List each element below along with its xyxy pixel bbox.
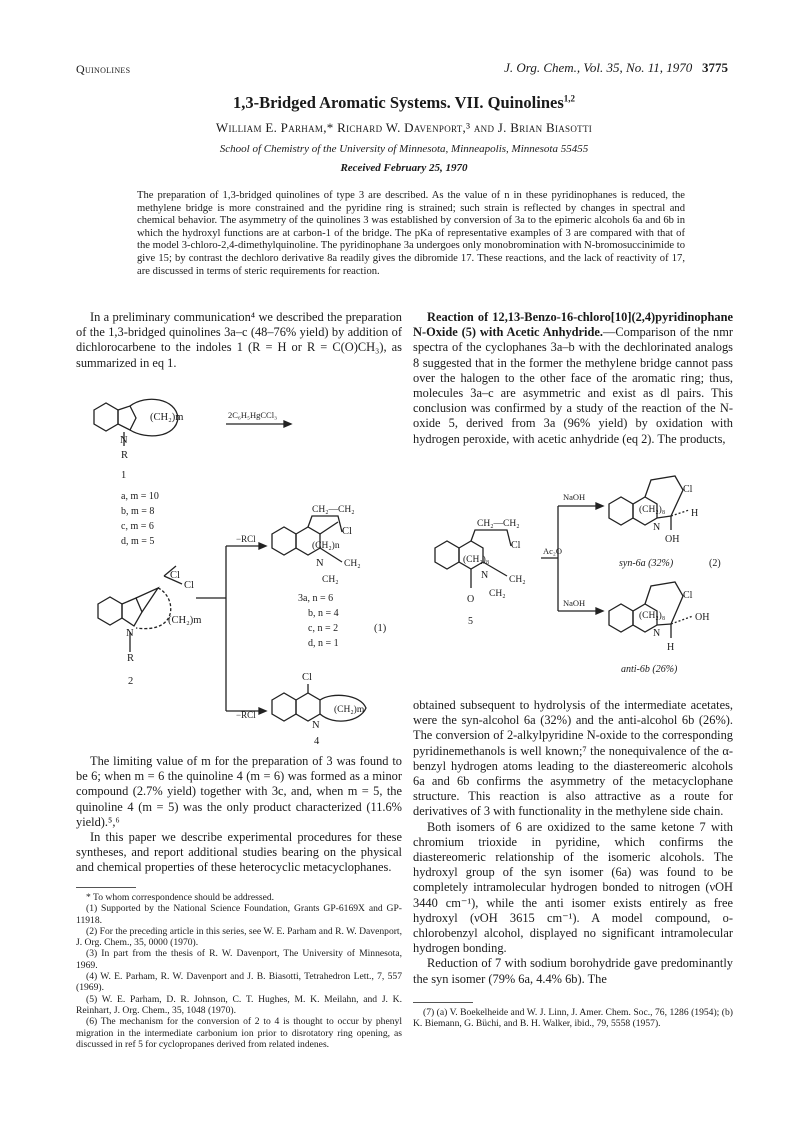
compound-label-1: 1 [121, 470, 127, 481]
s2-naoh-bottom: NaOH [563, 598, 586, 608]
indole-benzene-ring [94, 403, 118, 431]
received-date: Received February 25, 1970 [340, 162, 468, 174]
footnote-2: (2) For the preceding article in this series, see W. E. Parham and R. W. Davenport, J. Org. Chem., 35, 0000 (1970). [76, 925, 402, 949]
s1-ch2-3a: CH₂ [344, 559, 361, 569]
anti-6b-label: anti-6b (26%) [621, 664, 678, 675]
s2-cl-6b: Cl [683, 590, 693, 601]
s2-bridge-6a: (CH₂)₈ [639, 505, 666, 515]
s2-h-6b: H [667, 642, 675, 653]
s1-n-2: N [126, 628, 134, 639]
s2-n-6b: N [653, 628, 661, 639]
s1-r-2: R [127, 653, 135, 664]
footnote-4: (4) W. E. Parham, R. W. Davenport and J. B. Biasotti, Tetrahedron Lett., 7, 557 (1969). [76, 971, 402, 994]
journal-citation: J. Org. Chem., Vol. 35, No. 11, 1970 [504, 60, 693, 75]
footnote-7: (7) (a) V. Boekelheide and W. J. Linn, J. Amer. Chem. Soc., 76, 1286 (1954); (b) K. Biemann, G. Büchi, and B. H. Walker, ibid., 79, 5558 (1957). [413, 1007, 733, 1030]
series1-b: b, m = 8 [121, 506, 155, 517]
scheme-eq1 [76, 366, 406, 750]
s2-ch2-5b: CH₂ [489, 589, 506, 599]
compound-label-5: 5 [468, 616, 473, 627]
footnotes-right [413, 1007, 733, 1030]
s1-cl-2b: Cl [184, 580, 194, 591]
title-footnote-refs: 1,2 [563, 93, 576, 104]
s2-ac2o: Ac₂O [543, 546, 563, 556]
s1-n-3: N [316, 558, 324, 569]
compound-label-2: 2 [128, 676, 134, 687]
paragraph-hydrolysis: obtained subsequent to hydrolysis of the intermediate acetates, were the syn-alcohol 6a (32%) and the anti-alcohol 6b (26%). The conversion of 2-alkylpyridine N-oxide to the corresponding pyridinemethanols is well known;⁷ the nonequivalence of the α-benzyl hydrogen atoms leading to the diastereomeric alcohols 6a and 6b confirms the asymmetry of the metacyclophane structure. This reaction is also attractive as a route for derivatives of 3 with functionality in the methylene side chain. [413, 698, 733, 819]
series1-c: c, m = 6 [121, 521, 154, 532]
author-list: William E. Parham,* Richard W. Davenport,³ and J. Brian Biasotti [215, 120, 593, 135]
right-body-top [413, 310, 733, 447]
s1-minus-rcl-top: −RCl [236, 534, 256, 544]
s2-bridge-6b: (CH₂)₈ [639, 611, 666, 621]
right-body-bottom [413, 698, 733, 987]
s2-ch2-5a: CH₂ [509, 575, 526, 585]
footnote-5: (5) W. E. Parham, D. R. Johnson, C. T. Hughes, M. K. Meilahn, and J. K. Reinhart, J. Org. Chem., 35, 1048 (1970). [76, 993, 402, 1016]
s1-bridge-label-3: (CH₂)n [312, 541, 340, 551]
series1-d: d, m = 5 [121, 536, 155, 547]
cyclopropane-benzene [98, 597, 122, 625]
s1-minus-rcl-bottom: −RCl [236, 710, 256, 720]
equation-number-1: (1) [374, 623, 387, 634]
syn-6a-label: syn-6a (32%) [619, 558, 674, 569]
page-number: 3775 [702, 60, 728, 75]
paragraph-reduction: Reduction of 7 with sodium borohydride gave predominantly the syn isomer (79% 6a, 4.4% 6b). The [413, 956, 733, 986]
left-body-text [76, 754, 402, 876]
running-head-journal [470, 60, 728, 76]
s1-bridge-label-2: (CH₂)m [168, 615, 202, 626]
s1-cl-2a: Cl [170, 570, 180, 581]
s2-naoh-top: NaOH [563, 492, 586, 502]
s1-ch2-3b: CH₂ [322, 575, 339, 585]
s1-n-4: N [312, 720, 320, 731]
s2-n-5: N [481, 570, 489, 581]
indole-pyrrole-ring [118, 406, 136, 430]
series3-c: c, n = 2 [308, 623, 339, 634]
paragraph-limiting-m: The limiting value of m for the preparation of 3 was found to be 6; when m = 6 the quinoline 4 (m = 6) was formed as a minor compound (2.7% yield) together with 3c, and, when m = 5, the quinoline 4 (m = 5) was the only product characterized (11.6% yield).⁵,⁶ [76, 754, 402, 829]
footnote-rule [76, 887, 136, 888]
compound-label-4: 4 [314, 736, 320, 747]
s1-reagent: 2C₆H₅HgCCl₃ [228, 410, 278, 420]
scheme-eq2 [413, 466, 735, 690]
intro-paragraph: In a preliminary communication⁴ we described the preparation of the 1,3-bridged quinolines 3a–c (48–76% yield) by addition of dichlorocarbene to the indoles 1 (R = H or R = C(O)CH₃), as summarized in eq 1. [76, 310, 402, 370]
s2-n-6a: N [653, 522, 661, 533]
series3-d: d, n = 1 [308, 638, 339, 649]
s1-ch2ch2: CH₂—CH₂ [312, 505, 355, 515]
s2-cl-5: Cl [511, 540, 521, 551]
footnote-3: (3) In part from the thesis of R. W. Davenport, The University of Minnesota, 1969. [76, 948, 402, 971]
equation-number-2: (2) [709, 558, 721, 569]
paragraph-this-paper: In this paper we describe experimental procedures for these syntheses, and report additional studies bearing on the physical and chemical properties of these heterocyclic metacyclophanes. [76, 830, 402, 875]
s2-oh-6a: OH [665, 534, 680, 545]
s1-r-1: R [121, 450, 129, 461]
s2-h-6a: H [691, 508, 699, 519]
s2-bridge-5: (CH₂)₈ [463, 555, 490, 565]
series1-a: a, m = 10 [121, 491, 159, 502]
s1-bridge-label-1: (CH₂)m [150, 412, 184, 423]
series3-b: b, n = 4 [308, 608, 339, 619]
s2-cl-6a: Cl [683, 484, 693, 495]
s1-bridge-label-4: (CH₂)m [334, 705, 365, 715]
s2-oh-6b: OH [695, 612, 710, 623]
footnote-1: (1) Supported by the National Science Foundation, Grants GP-6169X and GP-11918. [76, 903, 402, 926]
footnote-rule-right [413, 1002, 473, 1003]
s2-ch2ch2: CH₂—CH₂ [477, 519, 520, 529]
paragraph-nmr-comparison: —Comparison of the nmr spectra of the cyclophanes 3a–b with the dechlorinated analogs 8 suggested that in the former the methylene bridge cannot pass over the halogen to the other face of the aromatic ring; thus, molecules 3a–c are asymmetric and exist as dl pairs. This conclusion was confirmed by a study of the reaction of the N-oxide 5, derived from 3a (96% yield) by oxidation with hydrogen peroxide, with acetic anhydride (eq 2). The products, [413, 325, 733, 446]
abstract: The preparation of 1,3-bridged quinolines of type 3 are described. As the value of n in these pyridinophanes is reduced, the methylene bridge is more constrained and the pyridine ring is strained; such strain is reflected by changes in spectral and chemical behavior. The asymmetry of the quinolines 3 was established by conversion of 3a to the epimeric alcohols 6a and 6b in which the hydroxyl functions are at carbon-1 of the bridge. The pKa of representative examples of 3 are compared with that of the model 3-chloro-2,4-dimethylquinoline. The pyridinophane 3a undergoes only monobromination with N-bromosuccinimide to give 15; by contrast the dechloro derivative 8a readily gives the dibromide 17. These reactions, and the lack of reactivity of 17, are discussed in terms of steric requirements for reaction. [137, 190, 685, 277]
footnote-star: * To whom correspondence should be addressed. [86, 892, 275, 903]
paragraph-oxidation: Both isomers of 6 are oxidized to the same ketone 7 with chromium trioxide in pyridine, which confirms the diastereomeric relationship of the isomeric alcohols. The hydroxyl group of the syn isomer (6a) was found to be completely intramolecular hydrogen bonded to nitrogen (νOH 3440 cm⁻¹), while the anti isomer exists entirely as free hydroxyl (νOH 3615 cm⁻¹). A model compound, o-chlorobenzyl alcohol, displayed no significant intramolecular hydrogen bonding. [413, 819, 733, 956]
s1-cl-3: Cl [342, 526, 352, 537]
article-title: 1,3-Bridged Aromatic Systems. VII. Quinolines$^{1,2}$ [232, 93, 576, 112]
s1-cl-4: Cl [302, 672, 312, 683]
footnote-6: (6) The mechanism for the conversion of 2 to 4 is thought to occur by phenyl migration in the intermediate carbonium ion prior to disrotatory ring opening, as discussed in ref 5 for cyclopropanes derived from related indenes. [76, 1016, 402, 1050]
section-heading: Reaction of 12,13-Benzo-16-chloro[10](2,4)pyridinophane N-Oxide (5) with Acetic Anhydride. [413, 310, 733, 340]
affiliation: School of Chemistry of the University of Minnesota, Minneapolis, Minnesota 55455 [219, 143, 589, 155]
footnotes-left [76, 892, 402, 1050]
s1-n-1: N [120, 435, 128, 446]
s2-o-5: O [467, 594, 475, 605]
series3-a: 3a, n = 6 [298, 593, 334, 604]
running-head-section: Quinolines [76, 62, 131, 76]
